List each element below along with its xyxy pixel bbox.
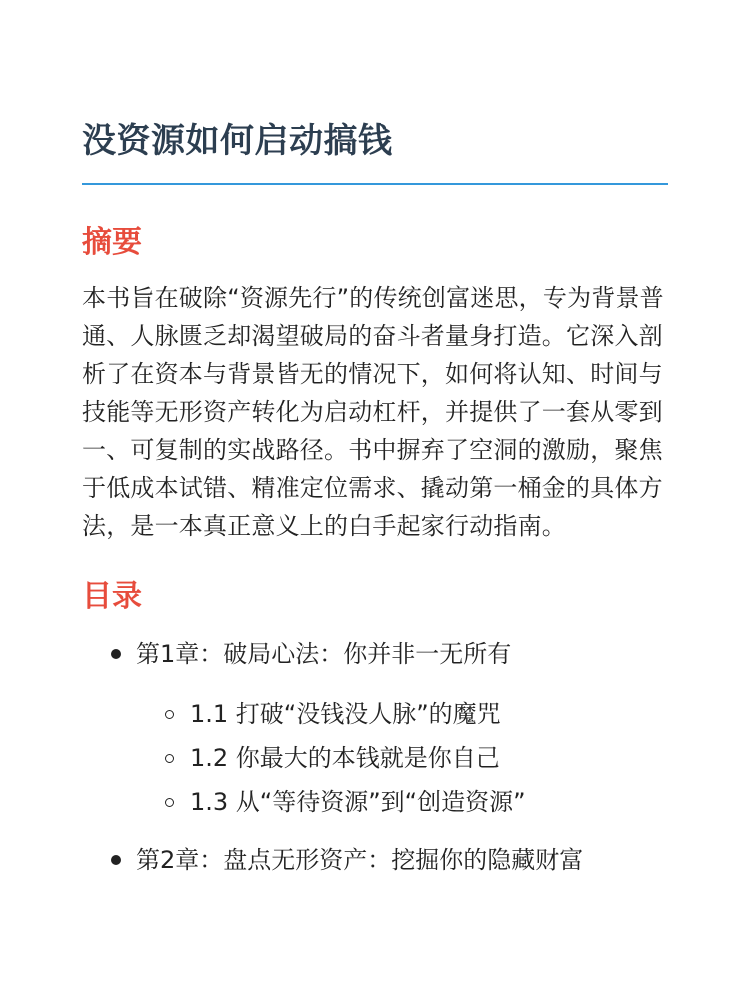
hollow-bullet-icon [165,710,174,719]
toc-chapter-1 [82,636,668,820]
bullet-icon [111,855,121,865]
toc-section-1-1 [136,696,668,732]
section-label: 1.1 打破“没钱没人脉”的魔咒 [190,700,501,728]
section-label: 1.2 你最大的本钱就是你自己 [190,744,500,772]
summary-text: 本书旨在破除“资源先行”的传统创富迷思，专为背景普通、人脉匮乏却渴望破局的奋斗者量身打造。它深入剖析了在资本与背景皆无的情况下，如何将认知、时间与技能等无形资产转化为启动杠杆，并提供了一套从零到一、可复制的实战路径。书中摒弃了空洞的激励，聚焦于低成本试错、精准定位需求、撬动第一桶金的具体方法，是一本真正意义上的白手起家行动指南。 [82,284,664,540]
bullet-icon [111,649,121,659]
toc-section-1-2 [136,740,668,776]
chapter-label: 第2章：盘点无形资产：挖掘你的隐藏财富 [136,846,584,874]
section-label: 1.3 从“等待资源”到“创造资源” [190,788,526,816]
hollow-bullet-icon [165,798,174,807]
toc-heading: 目录 [82,579,142,614]
chapter-label: 第1章：破局心法：你并非一无所有 [136,640,512,668]
page-title: 没资源如何启动搞钱 [82,121,393,161]
toc-section-1-3 [136,784,668,820]
toc-chapter-2 [82,842,668,878]
toc-list [82,636,668,878]
title-divider [82,183,668,185]
hollow-bullet-icon [165,754,174,763]
summary-heading: 摘要 [82,225,142,260]
chapter-1-sections [136,696,668,820]
